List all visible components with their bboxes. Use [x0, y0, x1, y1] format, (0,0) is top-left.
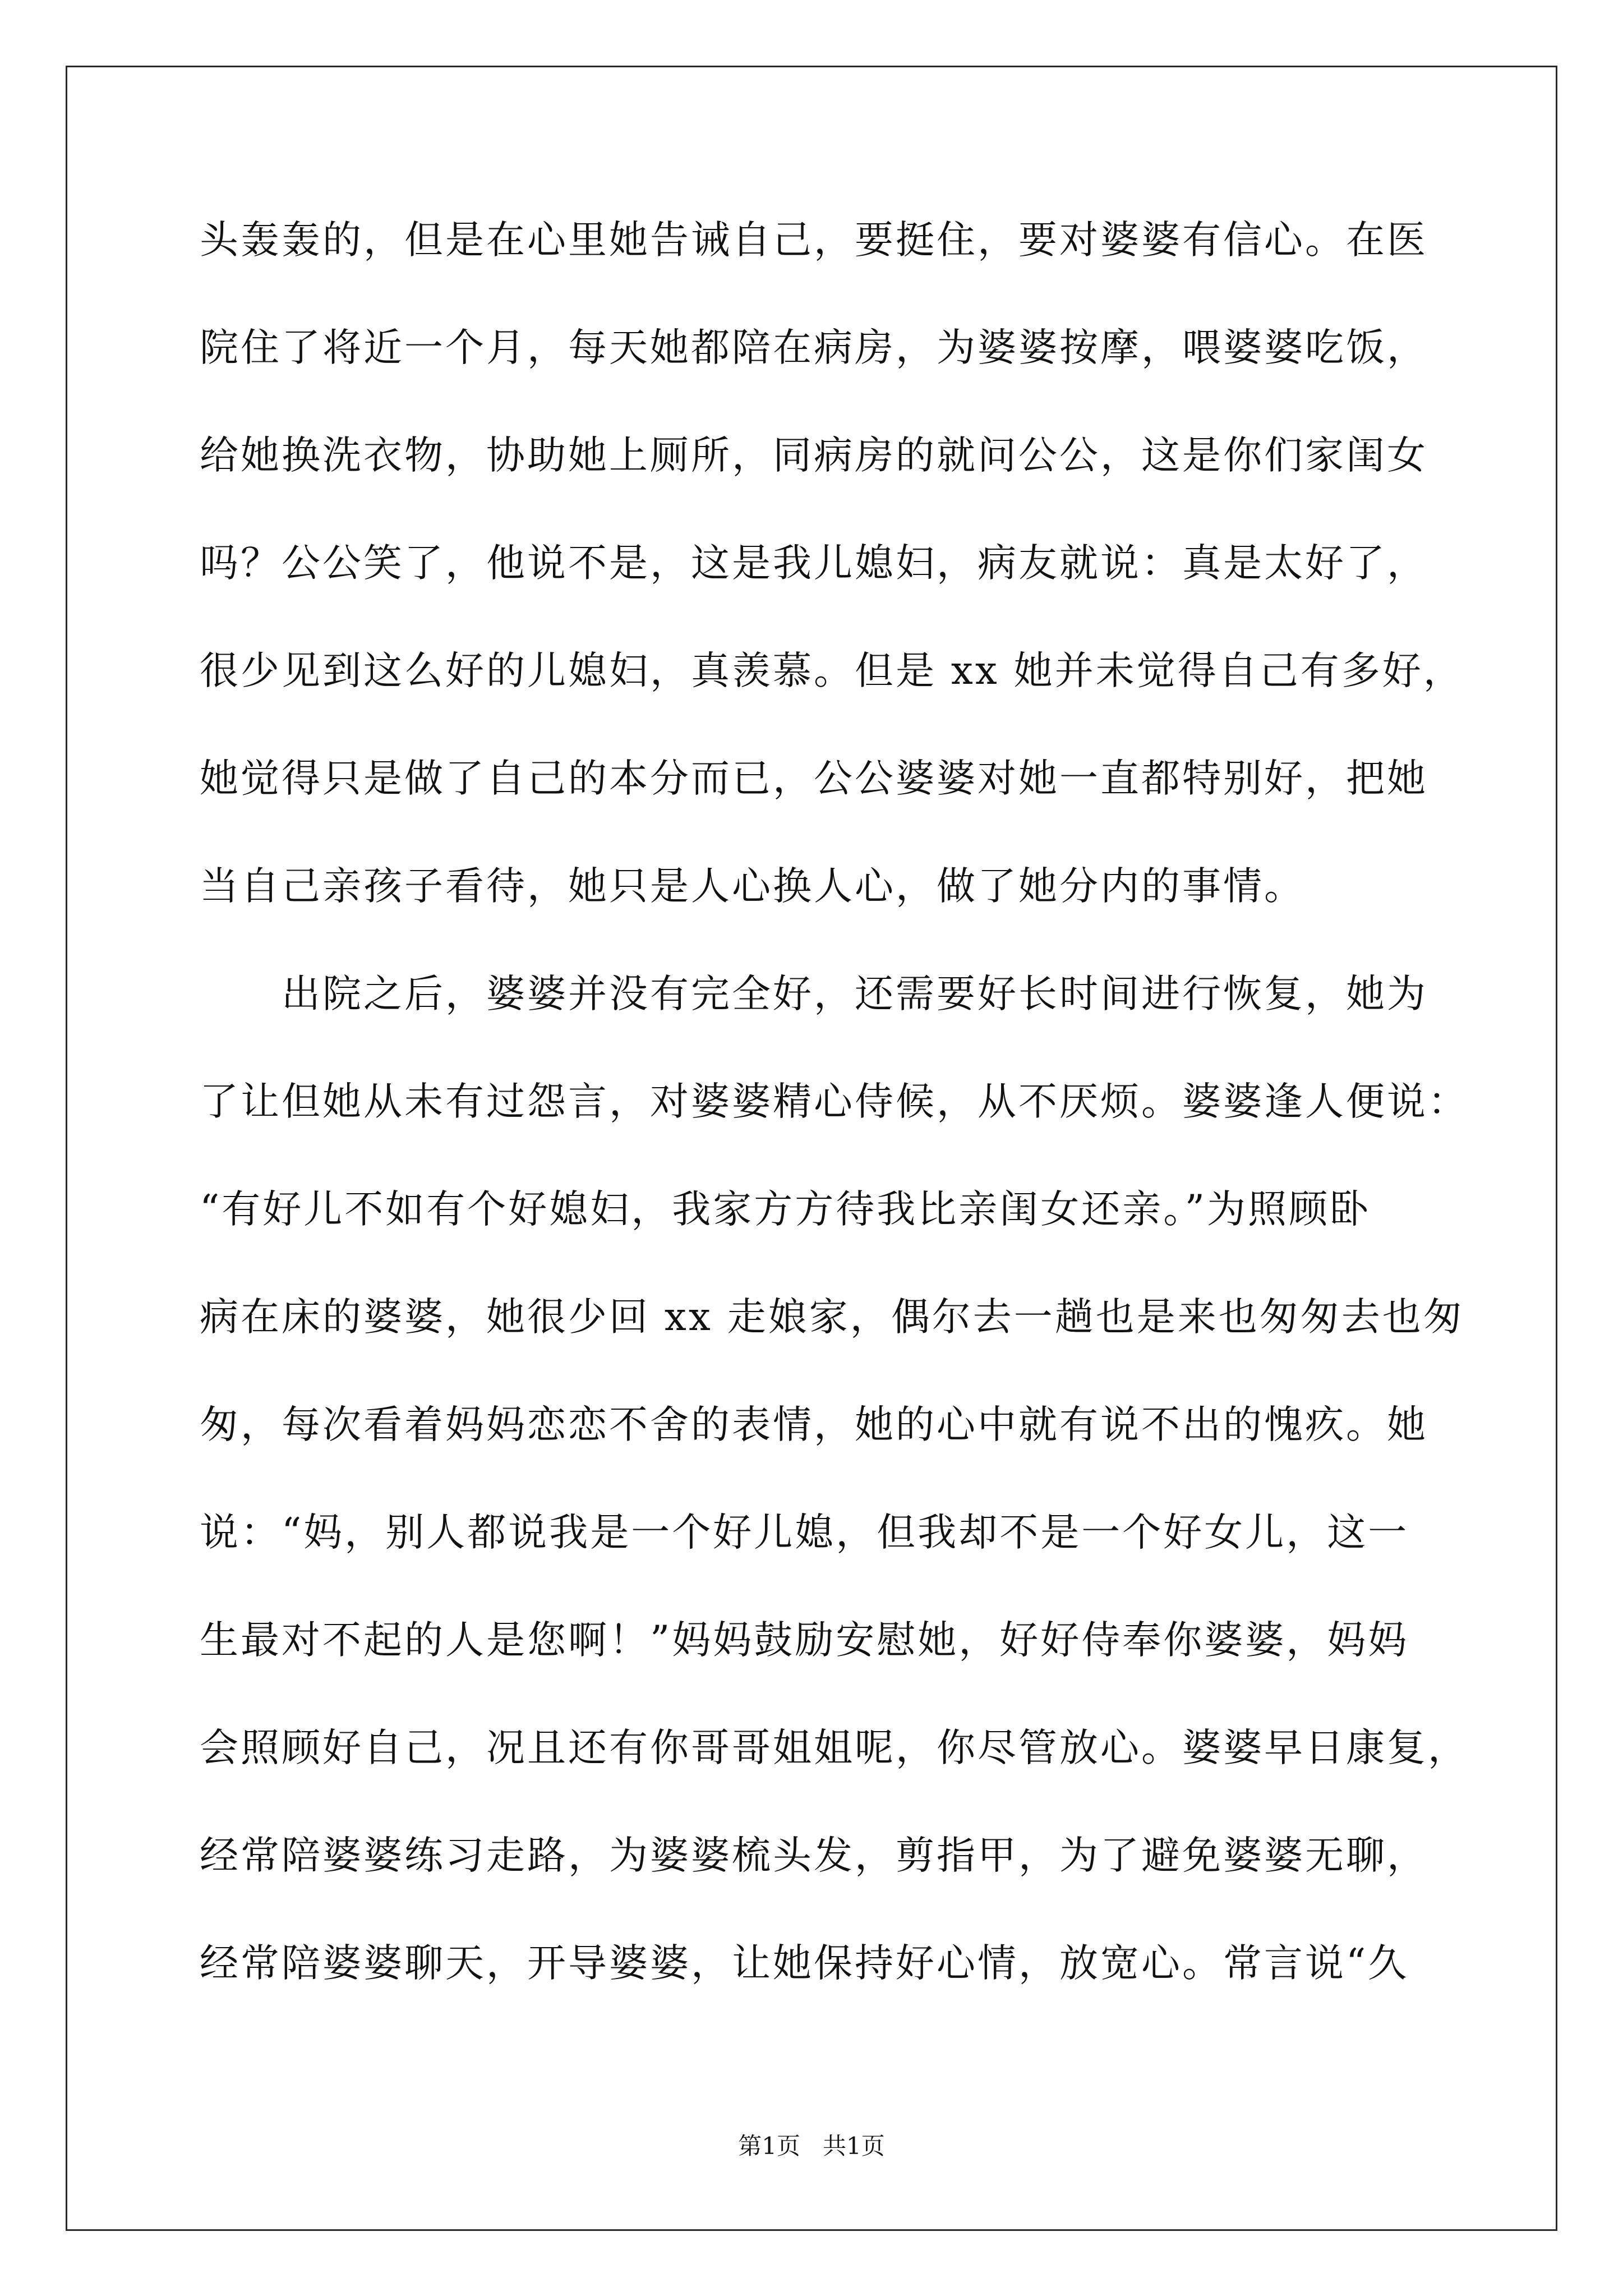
- text-line: 经常陪婆婆练习走路，为婆婆梳头发，剪指甲，为了避免婆婆无聊，: [200, 1833, 1428, 1878]
- text-line: 吗？公公笑了，他说不是，这是我儿媳妇，病友就说：真是太好了，: [200, 541, 1428, 586]
- page-number-footer: 第1页 共1页: [738, 2132, 885, 2160]
- text-line: 当自己亲孩子看待，她只是人心换人心，做了她分内的事情。: [200, 864, 1305, 909]
- text-line: 头轰轰的，但是在心里她告诫自己，要挺住，要对婆婆有信心。在医: [200, 218, 1428, 263]
- text-line: 院住了将近一个月，每天她都陪在病房，为婆婆按摩，喂婆婆吃饭，: [200, 325, 1428, 370]
- text-line: 生最对不起的人是您啊！”妈妈鼓励安慰她，好好侍奉你婆婆，妈妈: [200, 1618, 1409, 1663]
- text-line: 给她换洗衣物，协助她上厕所，同病房的就问公公，这是你们家闺女: [200, 433, 1428, 478]
- text-line: 病在床的婆婆，她很少回 xx 走娘家，偶尔去一趟也是来也匆匆去也匆: [200, 1295, 1464, 1340]
- text-line: “有好儿不如有个好媳妇，我家方方待我比亲闺女还亲。”为照顾卧: [200, 1187, 1371, 1232]
- text-line: 说：“妈，别人都说我是一个好儿媳，但我却不是一个好女儿，这一: [200, 1510, 1409, 1555]
- text-line: 她觉得只是做了自己的本分而已，公公婆婆对她一直都特别好，把她: [200, 756, 1428, 801]
- text-line: 很少见到这么好的儿媳妇，真羡慕。但是 xx 她并未觉得自己有多好，: [200, 648, 1464, 693]
- text-line: 经常陪婆婆聊天，开导婆婆，让她保持好心情，放宽心。常言说“久: [200, 1941, 1409, 1986]
- text-line: 匆，每次看着妈妈恋恋不舍的表情，她的心中就有说不出的愧疚。她: [200, 1402, 1428, 1447]
- text-line: 会照顾好自己，况且还有你哥哥姐姐呢，你尽管放心。婆婆早日康复，: [200, 1726, 1469, 1770]
- body-text: [200, 213, 1469, 2044]
- text-line: 了让但她从未有过怨言，对婆婆精心侍候，从不厌烦。婆婆逢人便说：: [200, 1079, 1469, 1124]
- text-line: 出院之后，婆婆并没有完全好，还需要好长时间进行恢复，她为: [200, 972, 1428, 1016]
